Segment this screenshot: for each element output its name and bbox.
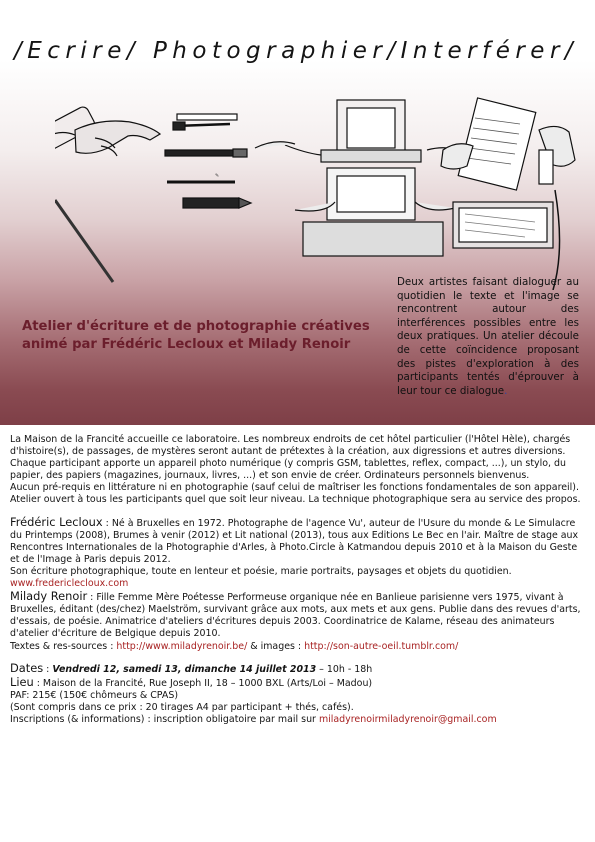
- paf-line: PAF: 215€ (150€ chômeurs & CPAS): [10, 689, 179, 701]
- lieu-value: : Maison de la Francité, Rue Joseph II, 18 – 1000 BXL (Arts/Loi – Madou): [33, 677, 373, 689]
- milady-links-label: Textes & res-sources :: [10, 640, 117, 652]
- subtitle-line-2: animé par Frédéric Lecloux et Milady Renoir: [22, 337, 351, 352]
- dates-label: Dates: [10, 660, 44, 675]
- page-title: /Ecrire/ Photographier/Interférer/: [14, 38, 579, 64]
- milady-bio-text: Fille Femme Mère Poétesse Performeuse organique née en Banlieue parisienne vers 1975, vivant à Bruxelles, éditant (des/chez) Maelström, survivant grâce aux mots, aux mets et aux gens. Publie dans des revues d'arts, d'essais, de poésie. Animatrice d'ateliers d'écritures depuis 2003. Coordinatrice de Kalame, réseau des animateurs d'atelier d'écriture de Belgique depuis 2010.: [10, 592, 581, 640]
- body-paragraph-3: Aucun pré-requis en littérature ni en photographie (sauf celui de maîtriser les fonctions fondamentales de son appareil).: [10, 482, 579, 494]
- milady-bio: [10, 590, 586, 640]
- frederic-sep: :: [102, 517, 112, 529]
- milady-links: [10, 641, 586, 653]
- milady-links-mid: & images :: [247, 640, 305, 652]
- body-paragraph-4: Atelier ouvert à tous les participants quel que soit leur niveau. La technique photographique sera au service des propos.: [10, 494, 581, 506]
- frederic-name-label: Frédéric Lecloux: [10, 514, 103, 529]
- intro-text: Deux artistes faisant dialoguer au quotidien le texte et l'image se rencontrent autour des interférences possibles entre les deux pratiques. Un atelier découle de cette coïncidence proposant des pistes d'exploration à des participants tentés d'éprouver à leur tour ce dialogue: [397, 276, 579, 397]
- lieu-label: Lieu: [10, 674, 34, 689]
- milady-name-label: Milady Renoir: [10, 589, 88, 604]
- milady-sep: :: [87, 592, 97, 604]
- spacer-2: [10, 653, 586, 662]
- frederic-bio-2: Son écriture photographique, toute en lenteur et poésie, marie portraits, paysages et objets du quotidien.: [10, 565, 512, 577]
- included-line: (Sont compris dans ce prix : 20 tirages A4 par participant + thés, cafés).: [10, 701, 354, 713]
- intro-end: .: [504, 384, 508, 397]
- frederic-bio-text: Né à Bruxelles en 1972. Photographe de l'agence Vu', auteur de l'Usure du monde & Le Simulacre du Printemps (2008), Brumes à venir (2012) et Lit national (2013), tous aux Editions Le Bec en l'air. Maître de stage aux Rencontres Internationales de la Photographie d'Arles, à Photo.Circle à Katmandou depuis 2010 et à la Maison du Geste et de l'Image à Paris depuis 2012.: [10, 517, 579, 565]
- milady-website-link[interactable]: http://www.miladyrenoir.be/: [116, 640, 248, 652]
- frederic-website-link[interactable]: www.fredericlecloux.com: [10, 578, 129, 590]
- hands-tools-illustration: [55, 90, 595, 290]
- manuscript-tray-drawing: [441, 98, 575, 290]
- dates-sep: :: [43, 663, 53, 675]
- lieu-line: [10, 676, 586, 690]
- body-paragraph-1: La Maison de la Francité accueille ce laboratoire. Les nombreux endroits de cet hôtel particulier (l'Hôtel Hèle), chargés d'histoire(s), de passages, de mystères seront autant de prétextes à la création, aux digressions et autres diversions.: [10, 434, 571, 458]
- hand-test-tube-drawing: [55, 105, 230, 282]
- inscription-text: Inscriptions (& informations) : inscription obligatoire par mail sur: [10, 713, 319, 725]
- contact-email-link[interactable]: miladyrenoirmiladyrenoir@gmail.com: [318, 713, 497, 725]
- intro-paragraph: [397, 276, 579, 398]
- milady-tumblr-link[interactable]: http://son-autre-oeil.tumblr.com/: [304, 640, 459, 652]
- frederic-bio: [10, 516, 586, 566]
- photo-enlarger-drawing: [255, 100, 467, 256]
- subtitle-line-1: Atelier d'écriture et de photographie créatives: [22, 319, 370, 334]
- main-content: [10, 434, 586, 726]
- body-paragraph-2: Chaque participant apporte un appareil photo numérique (y compris GSM, tablettes, reflex, compact, ...), un stylo, du papier, des papiers (magazines, journaux, livres, ...) et son envie de créer. Ordinateurs personnels bienvenus.: [10, 458, 566, 482]
- inscription-line: [10, 714, 586, 726]
- dates-line: [10, 662, 586, 676]
- dates-value: Vendredi 12, samedi 13, dimanche 14 juillet 2013: [52, 663, 317, 675]
- dates-time: – 10h - 18h: [316, 663, 373, 675]
- svg-text:✎: ✎: [215, 173, 220, 179]
- workshop-subtitle: [22, 318, 382, 354]
